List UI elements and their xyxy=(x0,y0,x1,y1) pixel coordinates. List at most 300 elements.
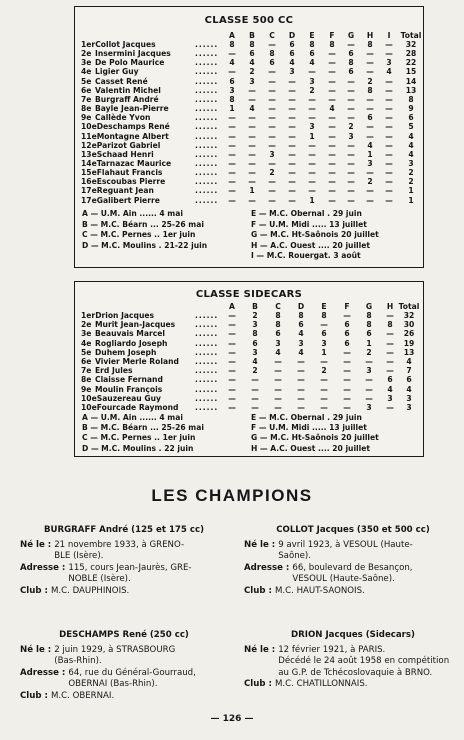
score-cell: 3 xyxy=(408,158,414,168)
score-cell: — xyxy=(366,168,374,178)
score-cell: — xyxy=(386,311,394,320)
score-cell: 8 xyxy=(309,40,315,49)
score-cell: 32 xyxy=(403,311,415,320)
column-header: D xyxy=(297,302,305,311)
field-label: Adresse : xyxy=(20,562,66,573)
score-cell: — xyxy=(268,85,276,95)
score-cell: — xyxy=(251,403,259,412)
field-value xyxy=(51,691,114,703)
score-cell: — xyxy=(308,186,316,196)
score-cell: — xyxy=(268,131,276,141)
field-line: au G.P. de Tchécoslovaquie à BRNO. xyxy=(278,667,433,678)
legend-right: E — M.C. Obernal . 29 juin xyxy=(251,209,362,218)
score-cell: 3 xyxy=(348,131,354,141)
field-value xyxy=(275,679,368,691)
leader-dots: ...... xyxy=(195,195,219,205)
score-cell: — xyxy=(251,384,259,394)
column-header: A xyxy=(229,302,235,311)
column-header: F xyxy=(344,302,350,311)
score-cell: 6 xyxy=(309,49,315,59)
score-cell: 6 xyxy=(298,320,304,330)
score-cell: — xyxy=(248,140,256,150)
rider-name: Ligier Guy xyxy=(95,67,139,77)
score-cell: 3 xyxy=(252,347,258,357)
score-cell: — xyxy=(328,168,336,178)
score-cell: 3 xyxy=(309,76,315,86)
rider-name: Escoubas Pierre xyxy=(96,177,166,187)
field-value xyxy=(278,540,413,563)
score-cell: — xyxy=(228,186,236,196)
score-cell: 8 xyxy=(275,320,281,330)
champion-field xyxy=(244,563,462,586)
score-cell: — xyxy=(308,113,316,123)
score-cell: — xyxy=(274,384,282,394)
score-cell: — xyxy=(308,140,316,150)
score-cell: — xyxy=(366,122,374,132)
score-cell: — xyxy=(385,186,393,196)
rider-cell xyxy=(81,366,133,375)
leader-dots: ...... xyxy=(195,357,219,366)
score-cell: 1 xyxy=(367,149,373,159)
field-label: Club : xyxy=(244,585,272,596)
rider-cell xyxy=(81,320,175,329)
score-cell: — xyxy=(320,403,328,412)
score-cell: 15 xyxy=(405,67,417,77)
score-cell: — xyxy=(248,195,256,205)
rider-name: Collot Jacques xyxy=(95,40,156,49)
score-cell: — xyxy=(248,149,256,159)
score-cell: — xyxy=(288,177,296,187)
champion-field xyxy=(20,540,228,563)
score-cell: 4 xyxy=(249,104,255,114)
score-cell: — xyxy=(228,403,236,412)
score-cell: — xyxy=(274,357,282,366)
score-cell: — xyxy=(288,113,296,123)
class-500-table xyxy=(74,6,424,268)
score-cell: 6 xyxy=(344,338,350,348)
field-line: 9 avril 1923, à VESOUL (Haute- xyxy=(278,539,413,550)
field-line: (Bas-Rhin). xyxy=(54,656,102,667)
field-line: M.C. OBERNAI. xyxy=(50,690,115,701)
score-cell: — xyxy=(365,384,373,394)
score-cell: — xyxy=(347,85,355,95)
legend-left: B — M.C. Béarn ... 25-26 mai xyxy=(82,423,204,433)
field-line: VESOUL (Haute-Saône). xyxy=(292,574,395,585)
score-cell: — xyxy=(268,186,276,196)
score-cell: — xyxy=(343,403,351,412)
rider-name: Reguant Jean xyxy=(96,186,154,196)
rider-name: De Polo Maurice xyxy=(95,58,165,68)
rider-rank: 6e xyxy=(81,85,92,95)
rider-cell xyxy=(81,132,169,141)
champion-field xyxy=(20,691,228,703)
leader-dots: ...... xyxy=(195,320,219,330)
score-cell: — xyxy=(248,177,256,187)
score-cell: — xyxy=(228,67,236,77)
score-cell: — xyxy=(288,131,296,141)
score-cell: — xyxy=(248,131,256,141)
score-cell: — xyxy=(328,140,336,150)
score-cell: — xyxy=(297,384,305,394)
rider-rank: 4e xyxy=(81,338,92,348)
score-cell: — xyxy=(385,113,393,123)
score-cell: 1 xyxy=(309,131,315,141)
score-cell: — xyxy=(366,186,374,196)
score-cell: — xyxy=(328,195,336,205)
score-cell: — xyxy=(386,338,394,348)
rider-name: Claisse Fernand xyxy=(95,375,163,385)
score-cell: — xyxy=(268,94,276,104)
score-cell: 4 xyxy=(408,149,414,159)
legend-right: I — M.C. Rouergat. 3 août xyxy=(251,251,361,261)
field-line: Saône). xyxy=(278,551,312,562)
field-line: M.C. HAUT-SAONOIS. xyxy=(274,585,365,596)
field-line: OBERNAI (Bas-Rhin). xyxy=(68,679,158,690)
field-line: 12 février 1921, à PARIS. xyxy=(278,644,386,655)
score-cell: — xyxy=(248,158,256,168)
score-cell: — xyxy=(385,76,393,86)
field-value xyxy=(292,563,412,586)
score-cell: 26 xyxy=(403,329,415,339)
rider-name: Duhem Joseph xyxy=(95,347,157,357)
score-cell: — xyxy=(288,168,296,178)
champion-field xyxy=(244,679,462,691)
rider-name: Callède Yvon xyxy=(95,113,151,123)
score-cell: 3 xyxy=(367,158,373,168)
score-cell: — xyxy=(347,140,355,150)
score-cell: 8 xyxy=(348,58,354,68)
score-cell: 6 xyxy=(289,40,295,49)
rider-cell xyxy=(81,311,154,320)
champion-name: DRION Jacques (Sidecars) xyxy=(291,630,415,640)
score-cell: — xyxy=(274,393,282,403)
score-cell: 19 xyxy=(403,338,415,348)
leader-dots: ...... xyxy=(195,76,219,86)
score-cell: — xyxy=(347,76,355,86)
column-header: Total xyxy=(398,302,420,311)
score-cell: 4 xyxy=(275,347,281,357)
score-cell: 4 xyxy=(309,58,315,68)
champion-field xyxy=(244,645,462,680)
leader-dots: ...... xyxy=(195,366,219,376)
column-header: C xyxy=(269,31,275,40)
score-cell: 8 xyxy=(252,329,258,339)
rider-rank: 17e xyxy=(81,195,97,205)
score-cell: — xyxy=(228,311,236,320)
rider-name: Fourcade Raymond xyxy=(96,403,179,412)
score-cell: 30 xyxy=(403,320,415,330)
score-cell: — xyxy=(366,104,374,114)
column-header: I xyxy=(387,31,391,40)
leader-dots: ...... xyxy=(195,375,219,385)
score-cell: — xyxy=(288,85,296,95)
field-value xyxy=(51,586,129,598)
leader-dots: ...... xyxy=(195,149,219,159)
score-cell: 2 xyxy=(269,168,275,178)
score-cell: 3 xyxy=(229,85,235,95)
score-cell: 13 xyxy=(405,85,417,95)
score-cell: 4 xyxy=(408,131,414,141)
rider-cell xyxy=(81,196,160,205)
legend-right: H — A.C. Ouest .... 20 juillet xyxy=(251,240,371,250)
score-cell: — xyxy=(365,357,373,366)
rider-name: Tarnazac Maurice xyxy=(96,158,172,168)
score-cell: — xyxy=(343,357,351,366)
score-cell: — xyxy=(274,366,282,376)
rider-cell xyxy=(81,385,162,394)
score-cell: 6 xyxy=(269,58,275,68)
leader-dots: ...... xyxy=(195,186,219,196)
score-cell: 28 xyxy=(405,49,417,59)
score-cell: — xyxy=(268,140,276,150)
rider-name: Erd Jules xyxy=(95,366,133,376)
rider-name: Schaad Henri xyxy=(96,149,154,159)
score-cell: 2 xyxy=(249,67,255,77)
rider-rank: 15e xyxy=(81,168,97,178)
score-cell: 2 xyxy=(252,366,258,376)
score-cell: 1 xyxy=(408,195,414,205)
score-cell: — xyxy=(385,40,393,49)
rider-name: Montagne Albert xyxy=(96,131,169,141)
field-line: 64, rue du Général-Gourraud, xyxy=(68,667,196,678)
legend-right: F — U.M. Midi ..... 13 juillet xyxy=(251,219,367,229)
score-cell: 3 xyxy=(269,149,275,159)
rider-name: Moulin François xyxy=(95,384,163,394)
rider-rank: 13e xyxy=(81,149,97,159)
score-cell: — xyxy=(366,195,374,205)
rider-rank: 8e xyxy=(81,375,92,385)
score-cell: 7 xyxy=(406,366,412,376)
score-cell: — xyxy=(228,393,236,403)
score-cell: — xyxy=(248,85,256,95)
score-cell: — xyxy=(228,168,236,178)
score-cell: — xyxy=(386,403,394,412)
score-cell: — xyxy=(365,375,373,385)
score-cell: — xyxy=(347,195,355,205)
score-cell: — xyxy=(328,158,336,168)
score-cell: — xyxy=(328,186,336,196)
score-cell: — xyxy=(320,375,328,385)
rider-cell xyxy=(81,86,161,95)
score-cell: 2 xyxy=(321,366,327,376)
rider-name: Parizot Gabriel xyxy=(96,140,161,150)
score-cell: — xyxy=(386,366,394,376)
rider-cell xyxy=(81,122,170,131)
score-cell: 2 xyxy=(348,122,354,132)
score-cell: — xyxy=(328,49,336,59)
score-cell: 1 xyxy=(366,338,372,348)
score-cell: — xyxy=(228,158,236,168)
rider-rank: 1er xyxy=(81,311,96,320)
rider-rank: 10e xyxy=(81,403,97,412)
score-cell: — xyxy=(308,168,316,178)
rider-cell xyxy=(81,329,165,338)
rider-name: Bayle Jean-Pierre xyxy=(95,104,169,114)
score-cell: — xyxy=(328,58,336,68)
score-cell: — xyxy=(347,104,355,114)
legend-left: C — M.C. Pernes .. 1er juin xyxy=(82,230,196,240)
score-cell: — xyxy=(385,168,393,178)
score-cell: 3 xyxy=(309,122,315,132)
page-number: — 126 — xyxy=(210,714,254,724)
score-cell: — xyxy=(228,329,236,339)
score-cell: 6 xyxy=(252,338,258,348)
rider-cell xyxy=(81,58,164,67)
score-cell: 3 xyxy=(366,366,372,376)
score-cell: 8 xyxy=(366,320,372,330)
score-cell: — xyxy=(308,94,316,104)
field-line: NOBLE (Isère). xyxy=(68,574,131,585)
field-value xyxy=(54,645,175,668)
rider-cell xyxy=(81,168,162,177)
score-cell: 3 xyxy=(387,393,393,403)
score-cell: — xyxy=(228,320,236,330)
leader-dots: ...... xyxy=(195,113,219,123)
score-cell: — xyxy=(385,177,393,187)
score-cell: — xyxy=(386,347,394,357)
field-label: Adresse : xyxy=(244,562,290,573)
rider-name: Burgraff André xyxy=(95,94,159,104)
score-cell: — xyxy=(268,40,276,49)
rider-rank: 9e xyxy=(81,113,92,123)
champion-name: BURGRAFF André (125 et 175 cc) xyxy=(43,525,204,535)
score-cell: — xyxy=(385,85,393,95)
score-cell: — xyxy=(268,67,276,77)
score-cell: 8 xyxy=(269,49,275,59)
champion-name: COLLOT Jacques (350 et 500 cc) xyxy=(276,525,430,535)
score-cell: — xyxy=(343,311,351,320)
column-header: G xyxy=(365,302,373,311)
score-cell: — xyxy=(228,347,236,357)
rider-rank: 3e xyxy=(81,58,92,68)
score-cell: — xyxy=(366,131,374,141)
legend-left: C — M.C. Pernes .. 1er juin xyxy=(82,433,196,443)
score-cell: — xyxy=(297,357,305,366)
leader-dots: ...... xyxy=(195,311,219,320)
score-cell: 4 xyxy=(329,104,335,114)
score-cell: 4 xyxy=(249,58,255,68)
score-cell: — xyxy=(288,76,296,86)
rider-rank: 16e xyxy=(81,177,97,187)
score-cell: — xyxy=(288,122,296,132)
rider-name: Flahaut Francis xyxy=(96,168,163,178)
score-cell: — xyxy=(308,177,316,187)
field-label: Club : xyxy=(20,585,48,596)
score-cell: 6 xyxy=(249,49,255,59)
score-cell: — xyxy=(328,177,336,187)
score-cell: — xyxy=(366,58,374,68)
score-cell: — xyxy=(268,122,276,132)
score-cell: 1 xyxy=(249,186,255,196)
score-cell: — xyxy=(328,94,336,104)
score-cell: — xyxy=(320,384,328,394)
legend-right: G — M.C. Ht-Saônois 20 juillet xyxy=(251,230,379,240)
column-header: G xyxy=(347,31,355,40)
score-cell: 8 xyxy=(408,94,414,104)
score-cell: — xyxy=(328,85,336,95)
rider-rank: 5e xyxy=(81,347,92,357)
score-cell: — xyxy=(385,149,393,159)
score-cell: — xyxy=(366,67,374,77)
champion-card xyxy=(244,630,462,691)
score-cell: — xyxy=(320,393,328,403)
field-line: 115, cours Jean-Jaurès, GRE- xyxy=(68,562,192,573)
rider-cell xyxy=(81,394,161,403)
score-cell: — xyxy=(288,140,296,150)
rider-name: Valentin Michel xyxy=(95,85,161,95)
score-cell: — xyxy=(308,104,316,114)
column-header: Total xyxy=(400,31,422,40)
champions-heading: LES CHAMPIONS xyxy=(151,486,313,505)
champion-field xyxy=(244,540,462,563)
field-value xyxy=(54,540,184,563)
score-cell: — xyxy=(385,49,393,59)
leader-dots: ...... xyxy=(195,49,219,59)
leader-dots: ...... xyxy=(195,329,219,339)
leader-dots: ...... xyxy=(195,338,219,348)
legend-left: D — M.C. Moulins . 21-22 juin xyxy=(82,240,208,250)
score-cell: — xyxy=(347,177,355,187)
field-label: Club : xyxy=(20,690,48,701)
rider-rank: 14e xyxy=(81,158,97,168)
leader-dots: ...... xyxy=(195,347,219,357)
score-cell: — xyxy=(386,357,394,366)
score-cell: — xyxy=(228,357,236,366)
leader-dots: ...... xyxy=(195,85,219,95)
score-cell: 6 xyxy=(408,113,414,123)
legend-left: A — U.M. Ain ...... 4 mai xyxy=(82,413,183,422)
field-value xyxy=(275,586,365,598)
score-cell: — xyxy=(347,158,355,168)
score-cell: 2 xyxy=(367,177,373,187)
rider-cell xyxy=(81,67,139,76)
rider-rank: 3e xyxy=(81,329,92,339)
score-cell: — xyxy=(328,113,336,123)
rider-name: Drion Jacques xyxy=(95,311,155,320)
leader-dots: ...... xyxy=(195,393,219,403)
rider-cell xyxy=(81,95,159,104)
rider-rank: 11e xyxy=(81,131,97,141)
rider-rank: 8e xyxy=(81,104,92,114)
score-cell: 6 xyxy=(348,49,354,59)
score-cell: 3 xyxy=(366,403,372,412)
score-cell: — xyxy=(385,140,393,150)
rider-cell xyxy=(81,159,171,168)
score-cell: 8 xyxy=(229,40,235,49)
score-cell: 3 xyxy=(386,58,392,68)
score-cell: — xyxy=(297,403,305,412)
rider-name: Beauvais Marcel xyxy=(95,329,165,339)
field-line: Décédé le 24 août 1958 en compétition xyxy=(278,656,450,667)
score-cell: 2 xyxy=(408,177,414,187)
score-cell: 5 xyxy=(408,122,414,132)
score-cell: 6 xyxy=(366,329,372,339)
score-cell: 6 xyxy=(348,67,354,77)
score-cell: — xyxy=(343,375,351,385)
score-cell: — xyxy=(248,94,256,104)
score-cell: — xyxy=(228,366,236,376)
score-cell: — xyxy=(228,122,236,132)
leader-dots: ...... xyxy=(195,58,219,68)
field-label: Né le : xyxy=(244,644,276,655)
score-cell: — xyxy=(268,195,276,205)
score-cell: 8 xyxy=(321,311,327,320)
score-cell: — xyxy=(274,403,282,412)
score-cell: — xyxy=(347,113,355,123)
rider-rank: 2e xyxy=(81,49,92,59)
rider-cell xyxy=(81,40,156,49)
score-cell: 4 xyxy=(406,357,412,366)
